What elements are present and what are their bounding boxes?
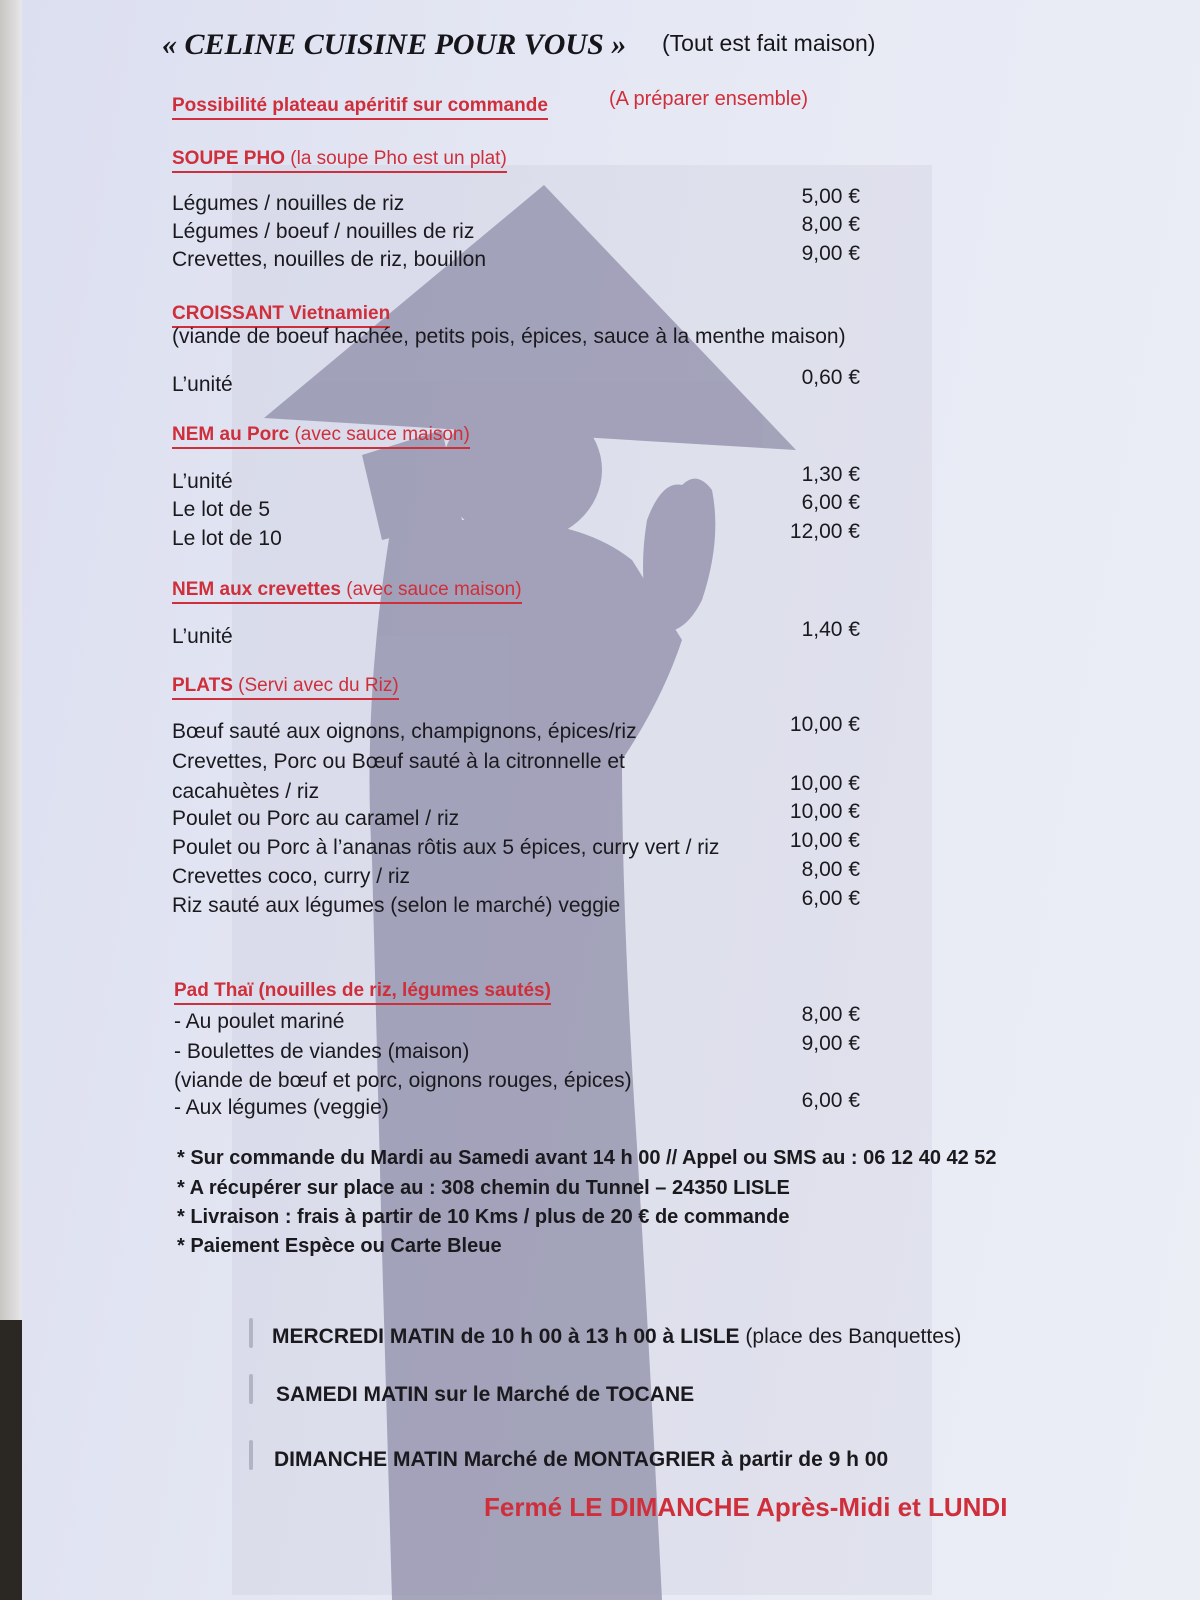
- market-note: (place des Banquettes): [745, 1325, 962, 1348]
- market-text: SAMEDI MATIN sur le Marché de TOCANE: [276, 1383, 695, 1406]
- market-sunday: [274, 1448, 888, 1472]
- item-name: L’unité: [172, 373, 233, 396]
- item-name: Crevettes coco, curry / riz: [172, 865, 411, 888]
- item-price: 9,00 €: [801, 242, 860, 265]
- section-heading-nem-crevettes: [172, 579, 522, 604]
- location-pin-icon: [247, 1374, 255, 1404]
- market-text: DIMANCHE MATIN Marché de MONTAGRIER à partir de 9 h 00: [274, 1448, 889, 1471]
- item-price: 10,00 €: [789, 800, 860, 823]
- item-name: cacahuètes / riz: [172, 780, 320, 803]
- item-name: Le lot de 10: [172, 527, 282, 550]
- item-price: 6,00 €: [801, 1089, 860, 1112]
- section-title: PLATS: [172, 675, 233, 696]
- item-name: - Au poulet mariné: [174, 1010, 345, 1033]
- market-text: MERCREDI MATIN de 10 h 00 à 13 h 00 à LISLE: [272, 1325, 740, 1348]
- info-line-payment: * Paiement Espèce ou Carte Bleue: [177, 1235, 502, 1257]
- page-subtitle: (Tout est fait maison): [662, 30, 876, 56]
- item-name: Le lot de 5: [172, 498, 271, 521]
- section-title: NEM au Porc: [172, 424, 290, 445]
- item-price: 8,00 €: [801, 858, 860, 881]
- page-title: « CELINE CUISINE POUR VOUS »: [162, 28, 627, 61]
- section-title: CROISSANT Vietnamien: [172, 303, 391, 324]
- item-price: 6,00 €: [801, 887, 860, 910]
- item-name: Légumes / nouilles de riz: [172, 192, 405, 215]
- section-description: (viande de boeuf hachée, petits pois, épices, sauce à la menthe maison): [172, 325, 846, 348]
- section-note: (la soupe Pho est un plat): [290, 148, 507, 169]
- item-name: L’unité: [172, 625, 233, 648]
- menu-sheet: [22, 0, 1200, 1600]
- item-name: - Boulettes de viandes (maison): [174, 1040, 470, 1063]
- closing-days-notice: Fermé LE DIMANCHE Après-Midi et LUNDI: [484, 1492, 1008, 1522]
- item-price: 10,00 €: [789, 772, 860, 795]
- section-note: (Servi avec du Riz): [238, 675, 399, 696]
- section-note: (avec sauce maison): [346, 579, 522, 600]
- item-price: 0,60 €: [801, 366, 860, 389]
- item-price: 10,00 €: [789, 829, 860, 852]
- item-price: 5,00 €: [801, 185, 860, 208]
- item-name: (viande de bœuf et porc, oignons rouges, épices): [174, 1069, 632, 1092]
- item-name: Légumes / boeuf / nouilles de riz: [172, 220, 475, 243]
- item-price: 12,00 €: [789, 520, 860, 543]
- desk-edge: [0, 0, 22, 1320]
- item-price: 10,00 €: [789, 713, 860, 736]
- item-price: 9,00 €: [801, 1032, 860, 1055]
- item-name: L’unité: [172, 470, 233, 493]
- item-name: Riz sauté aux légumes (selon le marché) veggie: [172, 894, 621, 917]
- item-price: 8,00 €: [801, 1003, 860, 1026]
- item-name: Bœuf sauté aux oignons, champignons, épices/riz: [172, 720, 637, 743]
- section-heading-nem-porc: [172, 424, 470, 449]
- section-heading-plats: [172, 675, 399, 700]
- item-name: Crevettes, Porc ou Bœuf sauté à la citronnelle et: [172, 750, 625, 773]
- section-heading-soupe: [172, 148, 507, 173]
- aperitif-heading: Possibilité plateau apéritif sur commande: [172, 95, 548, 120]
- item-name: Poulet ou Porc à l’ananas rôtis aux 5 épices, curry vert / riz: [172, 836, 720, 859]
- section-note: (avec sauce maison): [294, 424, 470, 445]
- section-title: NEM aux crevettes: [172, 579, 341, 600]
- item-name: - Aux légumes (veggie): [174, 1096, 389, 1119]
- market-wednesday: [272, 1325, 961, 1349]
- item-price: 8,00 €: [801, 213, 860, 236]
- market-saturday: [276, 1383, 694, 1407]
- info-line-pickup: * A récupérer sur place au : 308 chemin du Tunnel – 24350 LISLE: [177, 1177, 790, 1199]
- section-heading-pad-thai: [174, 980, 551, 1005]
- section-title: Pad Thaï (nouilles de riz, légumes sautés): [174, 980, 551, 1001]
- location-pin-icon: [247, 1440, 255, 1470]
- item-price: 6,00 €: [801, 491, 860, 514]
- item-price: 1,40 €: [801, 618, 860, 641]
- section-title: SOUPE PHO: [172, 148, 285, 169]
- info-line-order: * Sur commande du Mardi au Samedi avant 14 h 00 // Appel ou SMS au : 06 12 40 42 52: [177, 1147, 997, 1169]
- item-price: 1,30 €: [801, 463, 860, 486]
- item-name: Crevettes, nouilles de riz, bouillon: [172, 248, 486, 271]
- location-pin-icon: [247, 1318, 255, 1348]
- info-line-delivery: * Livraison : frais à partir de 10 Kms / plus de 20 € de commande: [177, 1206, 790, 1228]
- aperitif-note: (A préparer ensemble): [609, 88, 808, 110]
- item-name: Poulet ou Porc au caramel / riz: [172, 807, 460, 830]
